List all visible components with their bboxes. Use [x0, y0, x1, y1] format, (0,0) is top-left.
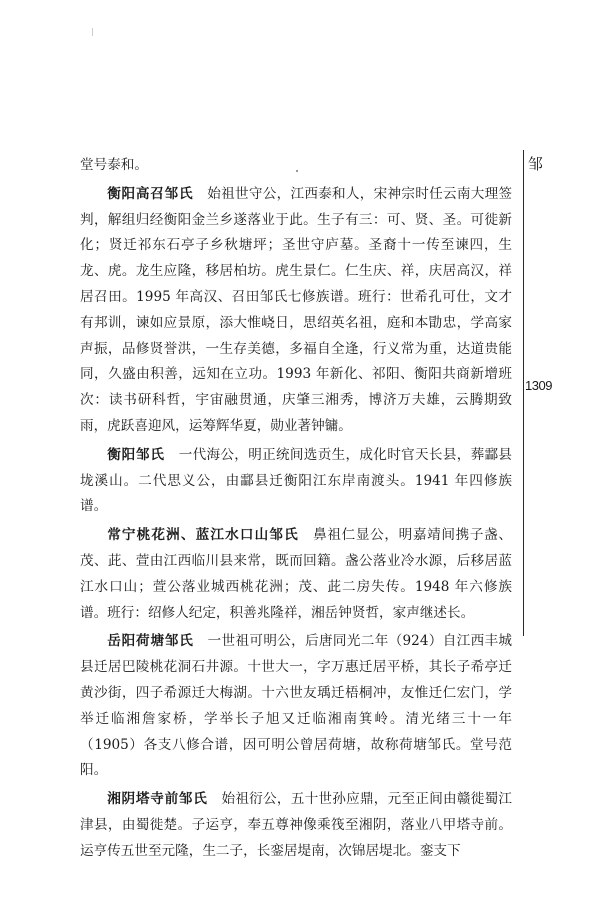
running-head: 邹: [528, 155, 544, 173]
entry-text: 始祖世守公，江西泰和人，宋神宗时任云南大理签判，解组归经衡阳金兰乡遂落业于此。生子有三：可、贤、圣。可徙新化；贤迁祁东石亭子乡秋塘坪；圣世守庐墓。圣裔十一传至谏四，生龙、虎。龙生应隆，移居柏坊。虎生景仁。仁生庆、祥，庆居高汉，祥居召田。1995 年高汉、召田邹氏七修族谱。班行：世希孔可仕，文才有邦训，谏如应景原，添大惟峣日，思绍英名祖，庭和本勖忠，学高家声振，品修贤誉洪，一生存美德，多福自全逢，行义常为重，达道贵能同，久盛由积善，远知在立功。1993 年新化、祁阳、衡阳共商新增班次：读书研科哲，宇宙融贯通，庆肇三湘秀，博济万夫雄，云腾期致雨，虎跃喜迎风，运筹辉华夏，勋业著钟镛。: [80, 185, 513, 434]
entry-heading: 衡阳高召邹氏: [107, 185, 194, 202]
entry-text: 鼻祖仁显公，明嘉靖间携子盏、茂、茈、萱由江西临川县来常，既而回籍。盏公落业冷水源，后移居蓝江水口山；萱公落业城西桃花洲；茂、茈二房失传。1948 年六修族谱。班行：绍修人纪定，积善兆隆祥，湘岳钟贤哲，家声继述长。: [80, 527, 512, 621]
entry-xiangyin-tasiqian: [80, 787, 512, 864]
entry-hengyang: [80, 443, 512, 520]
entry-text: 一代海公，明正统间选贡生，成化时官天长县，葬酃县垅溪山。二代思义公，由酃县迁衡阳江东岸南渡头。1941 年四修族谱。: [80, 446, 513, 515]
page-number: 1309: [525, 378, 552, 393]
scan-mark: [92, 28, 93, 36]
margin-rule: [523, 150, 524, 636]
entry-changning: [80, 523, 512, 626]
entry-heading: 湘阴塔寺前邹氏: [107, 791, 208, 808]
paragraph-text: 堂号泰和。: [80, 157, 148, 173]
main-text-column: [80, 153, 512, 865]
entry-text: 一世祖可明公，后唐同光二年（924）自江西丰城县迁居巴陵桃花洞石井源。十世大一，字万惠迁居平桥，其长子希亭迁黄沙街，四子希源迁大梅湖。十六世友瑀迁梧桐冲，友惟迁仁宏门，学举迁临湘詹家桥，学举长子旭又迁临湘南箕岭。清光绪三十一年（1905）各支八修合谱，因可明公曾居荷塘，故称荷塘邹氏。堂号范阳。: [80, 633, 512, 779]
entry-yueyang-hetang: [80, 629, 512, 784]
entry-heading: 岳阳荷塘邹氏: [107, 633, 194, 650]
entry-text: 始祖衍公，五十世孙应鼎，元至正间由赣徙蜀江津县，由蜀徙楚。子运亨，奉五尊神像乘筏至湘阴，落业八甲塔寺前。运亨传五世至元隆，生二子，长銮居堤南，次锦居堤北。銮支下: [80, 791, 513, 859]
entry-heading: 衡阳邹氏: [107, 446, 165, 463]
entry-hengyang-gaozhao: [80, 182, 512, 440]
paragraph-continuation: [80, 153, 512, 179]
entry-heading: 常宁桃花洲、蓝江水口山邹氏: [107, 527, 299, 544]
